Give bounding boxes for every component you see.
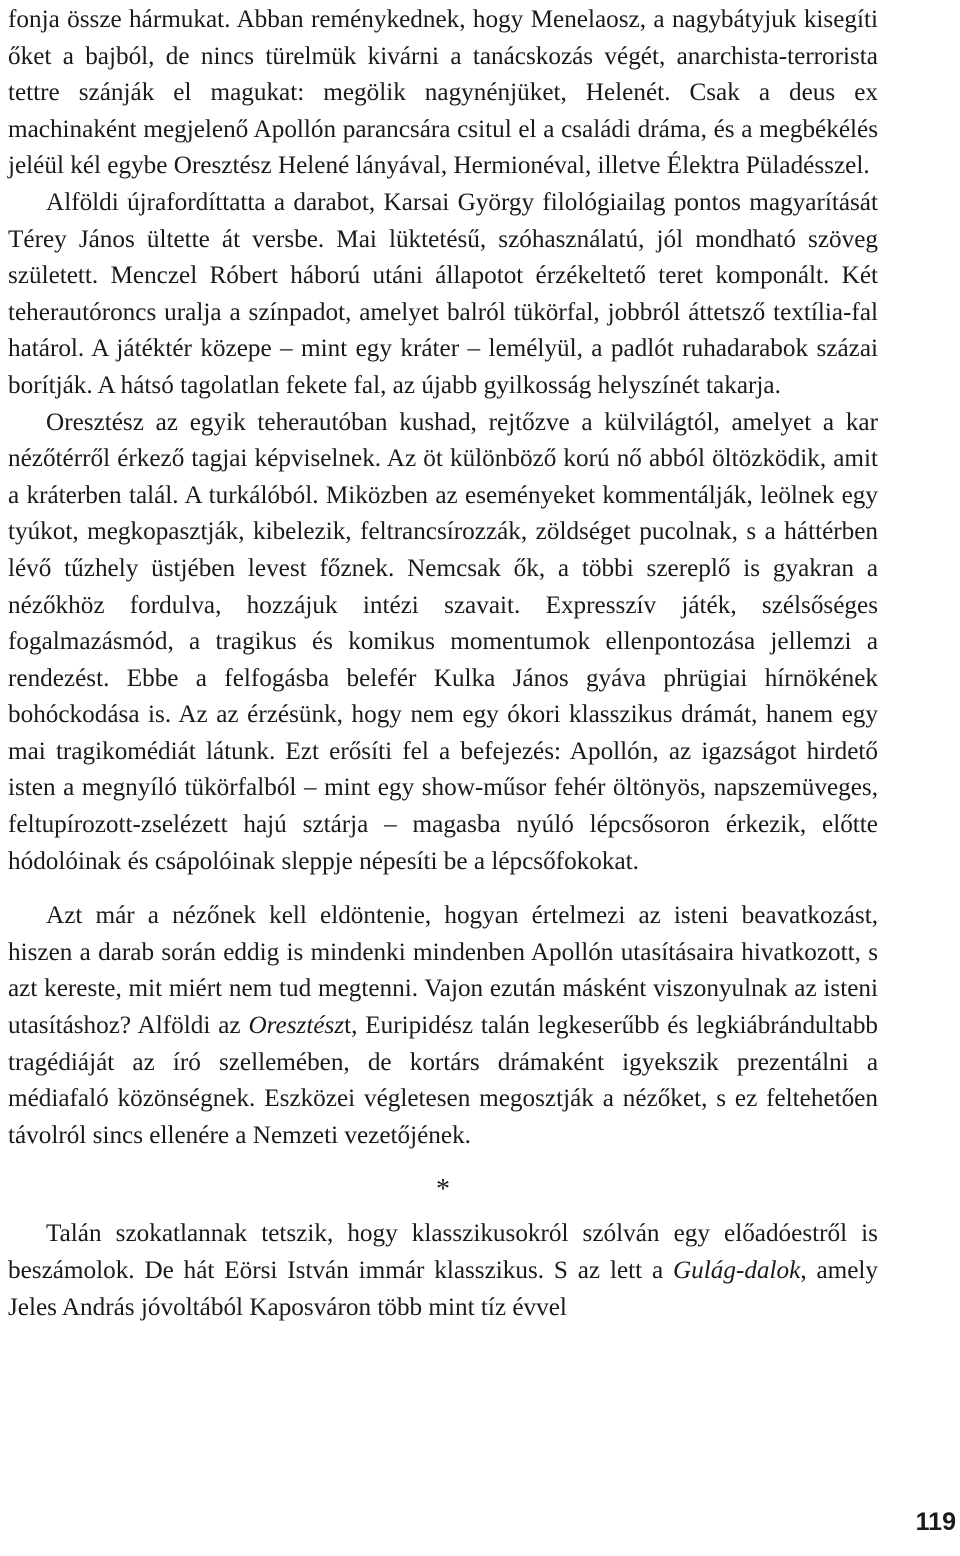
paragraph-5 (8, 1216, 878, 1326)
paragraph-2: Alföldi újrafordíttatta a darabot, Karsai György filológiailag pontos magyarítását Térey János ültette át versbe. Mai lüktetésű, szóhasználatú, jól mondható szöveg született. Menczel Róbert háború utáni állapotot érzékeltető teret komponált. Két teherautóroncs uralja a színpadot, amelyet balról tükörfal, jobbról áttetsző textília-fal határol. A játéktér közepe – mint egy kráter – lemélyül, a padlót ruhadarabok százai borítják. A hátsó tagolatlan fekete fal, az újabb gyilkosság helyszínét takarja. (8, 188, 878, 399)
paragraph-1: fonja össze hármukat. Abban reménykednek, hogy Menelaosz, a nagybátyjuk kisegíti őket a bajból, de nincs türelmük kivárni a tanácskozás végét, anarchista-terrorista tettre szánják el magukat: megölik nagynénjüket, Helenét. Csak a deus ex machinaként megjelenő Apollón parancsára csitul el a családi dráma, és a megbékélés jeléül kél egybe Oresztész Helené lányával, Hermionéval, illetve Élektra Püladésszel. (8, 6, 878, 180)
paragraph-4 (8, 898, 878, 1154)
paragraph-3: Oresztész az egyik teherautóban kushad, rejtőzve a külvilágtól, amelyet a kar nézőtérről érkező tagjai képviselnek. Az öt különböző korú nő abból öltözködik, amit a kráterben talál. A turkálóból. Miközben az eseményeket kommentálják, leölnek egy tyúkot, megkopasztják, kibelezik, feltrancsírozzák, zöldséget pucolnak, s a háttérben lévő tűzhely üstjében levest főznek. Nemcsak ők, a többi szereplő is gyakran a nézőkhöz fordulva, hozzájuk intézi szavait. Expresszív játék, szélsőséges fogalmazásmód, a tragikus és komikus momentumok ellenpontozása jellemzi a rendezést. Ebbe a felfogásba belefér Kulka János gyáva phrügiai hírnökének bohóckodása is. Az az érzésünk, hogy nem egy ókori klasszikus drámát, hanem egy mai tragikomédiát látunk. Ezt erősíti fel a befejezés: Apollón, az igazságot hirdető isten a megnyíló tükörfalból – mint egy show-műsor fehér öltönyös, napszemüveges, feltupírozott-zselézett hajú sztárja – magasba nyúló lépcsősoron érkezik, előtte hódolóinak és csápolóinak sleppje népesíti be a lépcsőfokokat. (8, 408, 878, 875)
paragraph-5-text-a: Talán szokatlannak tetszik, hogy klasszikusokról szólván egy előadóestről is beszámolok. De hát Eörsi István immár klasszikus. S az lett a (8, 1220, 878, 1284)
paragraph-4-italic-title: Oresztész (248, 1012, 345, 1040)
page-number: 119 (915, 1508, 956, 1536)
paragraph-4-text-a: Azt már a nézőnek kell eldöntenie, hogyan értelmezi az isteni beavatkozást, hiszen a darab során eddig is mindenki mindenben Apollón utasításaira hivatkozott, s azt kereste, mit miért nem tud megtenni. Vajon ezután másként viszonyulnak az isteni utasításhoz? Alföldi az (8, 902, 878, 1040)
paragraph-4-text-b: t, Euripidész talán legkeserűbb és legkiábrándultabb tragédiáját az író szellemében, de kortárs drámaként igyekszik prezentálni a médiafaló közönségnek. Eszközei végletesen megosztják a nézőket, s ez feltehetően távolról sincs ellenére a Nemzeti vezetőjének. (8, 1012, 879, 1149)
paragraph-5-text-b: , amely Jeles András jóvoltából Kaposváron több mint tíz évvel (8, 1257, 878, 1321)
article-text (8, 2, 878, 1326)
paragraph-5-italic-title: Gulág-dalok (672, 1257, 801, 1284)
section-separator: * (436, 1174, 450, 1206)
